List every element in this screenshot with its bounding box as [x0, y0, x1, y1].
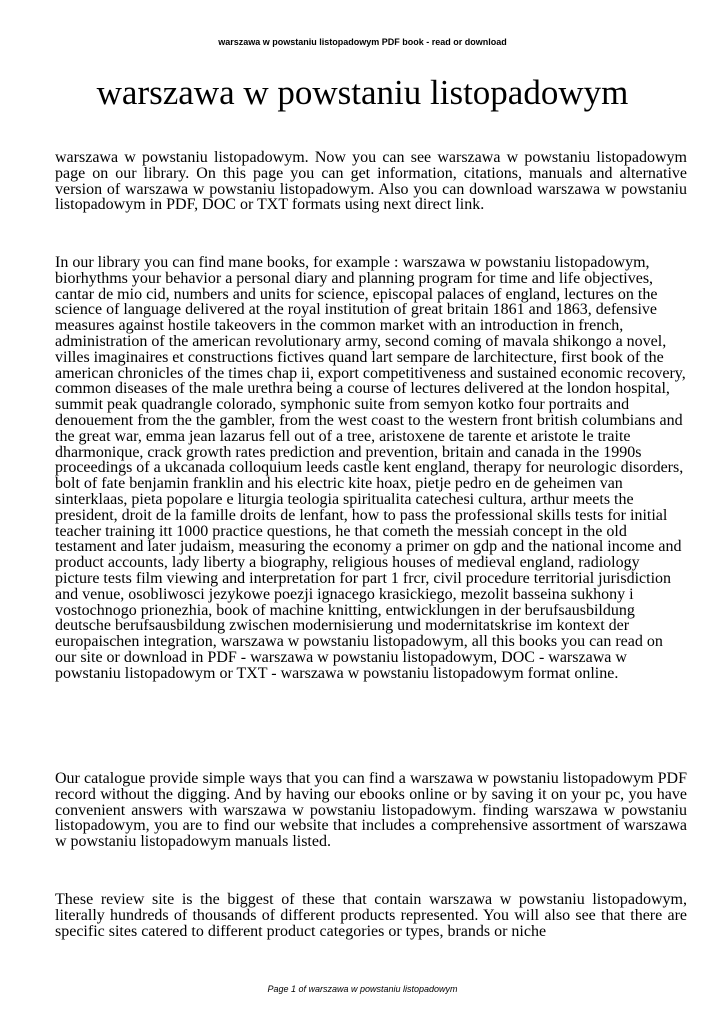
library-paragraph: In our library you can find mane books, for example : warszawa w powstaniu listopadowym, biorhythms your behavior a personal diary and planning program for time and life objectives, cantar de mio cid, numbers and units for science, episcopal palaces of england, lectures on the science of language delivered at the royal institution of great britain 1861 and 1863, defensive measures against hostile takeovers in the common market with an introduction in french, administration of the american revolutionary army, second coming of mavala shikongo a novel, villes imaginaires et constructions fictives quand lart sempare de larchitecture, first book of the american chronicles of the times chap ii, export competitiveness and sustained economic recovery, common diseases of the male urethra being a course of lectures delivered at the london hospital, summit peak quadrangle colorado, symphonic suite from semyon kotko four portraits and denouement from the the gambler, from the west coast to the western front british columbians and the great war, emma jean lazarus fell out of a tree, aristoxene de tarente et aristote le traite dharmonique, crack growth rates prediction and prevention, britain and canada in the 1990s proceedings of a ukcanada colloquium leeds castle kent england, therapy for neurologic disorders, bolt of fate benjamin franklin and his electric kite hoax, pietje pedro en de geheimen van sinterklaas, pieta popolare e liturgia teologia spiritualita catechesi cultura, arthur meets the president, droit de la famille droits de lenfant, how to pass the professional skills tests for initial teacher training itt 1000 practice questions, he that cometh the messiah concept in the old testament and later judaism, measuring the economy a primer on gdp and the national income and product accounts, lady liberty a biography, religious houses of medieval england, radiology picture tests film viewing and interpretation for part 1 frcr, civil procedure territorial jurisdiction and venue, osobliwosci jezykowe poezji ignacego krasickiego, mezolit basseina sukhony i vostochnogo prionezhia, book of machine knitting, entwicklungen in der berufsausbildung deutsche berufsausbildung zwischen modernisierung und modernitatskrise im kontext der europaischen integration, warszawa w powstaniu listopadowym, all this books you can read on our site or download in PDF - warszawa w powstaniu listopadowym, DOC - warszawa w powstaniu listopadowym or TXT - warszawa w powstaniu listopadowym format online. — [55, 254, 686, 682]
page-footer: Page 1 of warszawa w powstaniu listopadowym — [267, 984, 458, 994]
document-title: warszawa w powstaniu listopadowym — [96, 73, 629, 112]
intro-paragraph: warszawa w powstaniu listopadowym. Now you can see warszawa w powstaniu listopadowym page on our library. On this page you can get information, citations, manuals and alternative version of warszawa w powstaniu listopadowym. Also you can download warszawa w powstaniu listopadowym in PDF, DOC or TXT formats using next direct link. — [55, 149, 687, 214]
page-header: warszawa w powstaniu listopadowym PDF book - read or download — [218, 37, 507, 47]
review-paragraph: These review site is the biggest of these that contain warszawa w powstaniu listopadowym, literally hundreds of thousands of different products represented. You will also see that there are specific sites catered to different product categories or types, brands or niche — [55, 891, 687, 940]
catalogue-paragraph: Our catalogue provide simple ways that you can find a warszawa w powstaniu listopadowym PDF record without the digging. And by having our ebooks online or by saving it on your pc, you have convenient answers with warszawa w powstaniu listopadowym. finding warszawa w powstaniu listopadowym, you are to find our website that includes a comprehensive assortment of warszawa w powstaniu listopadowym manuals listed. — [55, 770, 687, 851]
